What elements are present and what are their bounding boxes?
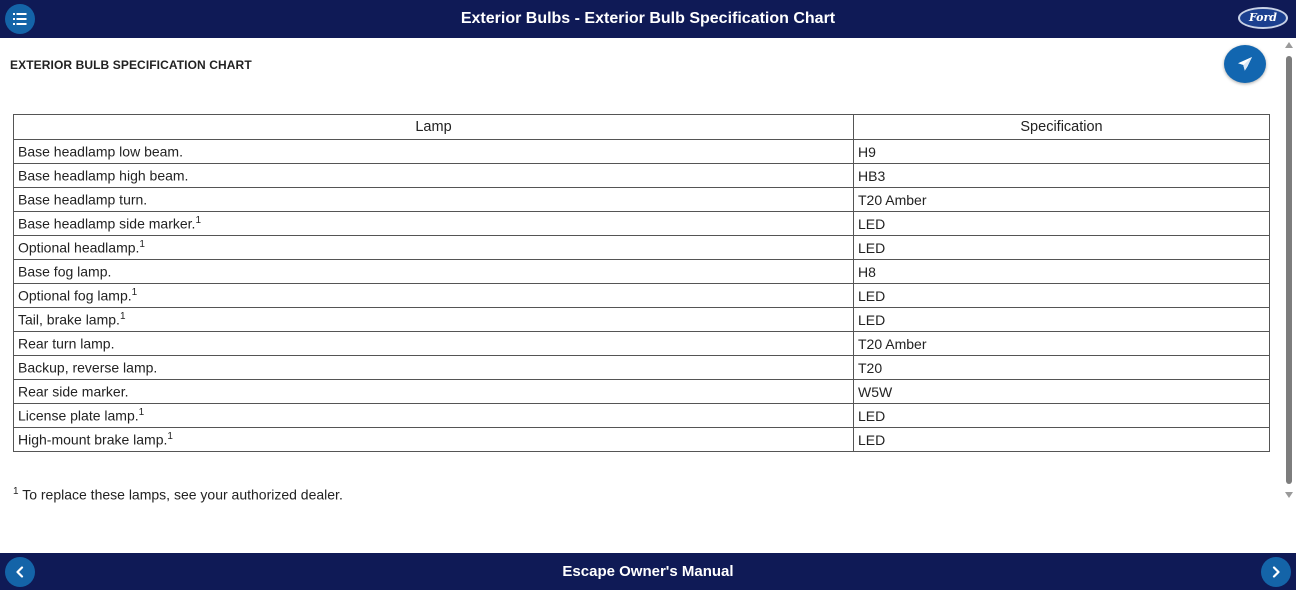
lamp-name: Tail, brake lamp. bbox=[18, 311, 120, 328]
vertical-scrollbar[interactable] bbox=[1282, 38, 1296, 553]
lamp-name: Base fog lamp. bbox=[18, 263, 112, 280]
bottom-bar bbox=[0, 553, 1296, 590]
lamp-cell bbox=[14, 380, 854, 404]
footnote-ref: 1 bbox=[167, 431, 173, 443]
spec-cell: LED bbox=[854, 308, 1270, 332]
table-row bbox=[14, 404, 1270, 428]
bulb-spec-table bbox=[13, 114, 1270, 452]
lamp-cell bbox=[14, 404, 854, 428]
next-page-button[interactable] bbox=[1261, 557, 1291, 587]
lamp-name: Base headlamp turn. bbox=[18, 191, 148, 208]
table-row bbox=[14, 428, 1270, 452]
page-title: Exterior Bulbs - Exterior Bulb Specification Chart bbox=[460, 10, 836, 27]
scroll-up-arrow-icon[interactable] bbox=[1285, 42, 1293, 48]
table-row bbox=[14, 260, 1270, 284]
footnote-ref: 1 bbox=[195, 215, 201, 227]
spec-cell: LED bbox=[854, 212, 1270, 236]
main-content bbox=[0, 38, 1282, 553]
lamp-name: Rear side marker. bbox=[18, 383, 129, 400]
lamp-name: Backup, reverse lamp. bbox=[18, 359, 158, 376]
table-body bbox=[14, 140, 1270, 452]
lamp-cell bbox=[14, 212, 854, 236]
column-header-specification: Specification bbox=[854, 115, 1270, 140]
lamp-cell bbox=[14, 284, 854, 308]
spec-cell: LED bbox=[854, 284, 1270, 308]
lamp-cell bbox=[14, 332, 854, 356]
lamp-cell bbox=[14, 140, 854, 164]
lamp-cell bbox=[14, 308, 854, 332]
lamp-cell bbox=[14, 164, 854, 188]
lamp-name: Optional headlamp. bbox=[18, 239, 140, 256]
footnote-ref: 1 bbox=[138, 407, 145, 419]
lamp-cell bbox=[14, 236, 854, 260]
column-header-lamp: Lamp bbox=[14, 115, 854, 140]
lamp-name: High-mount brake lamp. bbox=[18, 431, 168, 448]
table-row bbox=[14, 164, 1270, 188]
spec-cell: T20 Amber bbox=[854, 332, 1270, 356]
section-heading: EXTERIOR BULB SPECIFICATION CHART bbox=[10, 58, 252, 72]
spec-cell: T20 Amber bbox=[854, 188, 1270, 212]
spec-cell: HB3 bbox=[854, 164, 1270, 188]
table-row bbox=[14, 380, 1270, 404]
spec-cell: T20 bbox=[854, 356, 1270, 380]
spec-cell: LED bbox=[854, 428, 1270, 452]
lamp-name: Base headlamp side marker. bbox=[18, 215, 196, 232]
lamp-cell bbox=[14, 428, 854, 452]
footnote bbox=[13, 486, 343, 503]
spec-cell: LED bbox=[854, 236, 1270, 260]
scroll-thumb[interactable] bbox=[1286, 56, 1292, 484]
footnote-text: To replace these lamps, see your authorized dealer. bbox=[22, 486, 343, 503]
spec-cell: LED bbox=[854, 404, 1270, 428]
spec-cell: H9 bbox=[854, 140, 1270, 164]
lamp-name: Rear turn lamp. bbox=[18, 335, 115, 352]
lamp-name: License plate lamp. bbox=[18, 407, 139, 424]
table-row bbox=[14, 188, 1270, 212]
footnote-ref: 1 bbox=[131, 287, 138, 299]
lamp-cell bbox=[14, 356, 854, 380]
top-bar bbox=[0, 0, 1296, 38]
lamp-name: Base headlamp high beam. bbox=[18, 167, 189, 184]
lamp-name: Base headlamp low beam. bbox=[18, 143, 183, 160]
table-row bbox=[14, 140, 1270, 164]
table-row bbox=[14, 284, 1270, 308]
table-row bbox=[14, 332, 1270, 356]
ford-logo: Ford bbox=[1238, 7, 1288, 29]
table-row bbox=[14, 356, 1270, 380]
spec-cell: H8 bbox=[854, 260, 1270, 284]
scroll-down-arrow-icon[interactable] bbox=[1285, 492, 1293, 498]
lamp-cell bbox=[14, 188, 854, 212]
chevron-right-icon bbox=[1271, 566, 1281, 578]
lamp-cell bbox=[14, 260, 854, 284]
table-header-row bbox=[14, 115, 1270, 140]
lamp-name: Optional fog lamp. bbox=[18, 287, 132, 304]
table-row bbox=[14, 236, 1270, 260]
paper-plane-icon bbox=[1237, 56, 1253, 72]
table-row bbox=[14, 212, 1270, 236]
footnote-ref: 1 bbox=[119, 311, 126, 323]
footnote-marker: 1 bbox=[13, 486, 19, 497]
share-button[interactable] bbox=[1224, 45, 1266, 83]
footnote-ref: 1 bbox=[139, 239, 145, 251]
spec-cell: W5W bbox=[854, 380, 1270, 404]
manual-title: Escape Owner's Manual bbox=[562, 563, 734, 580]
table-row bbox=[14, 308, 1270, 332]
